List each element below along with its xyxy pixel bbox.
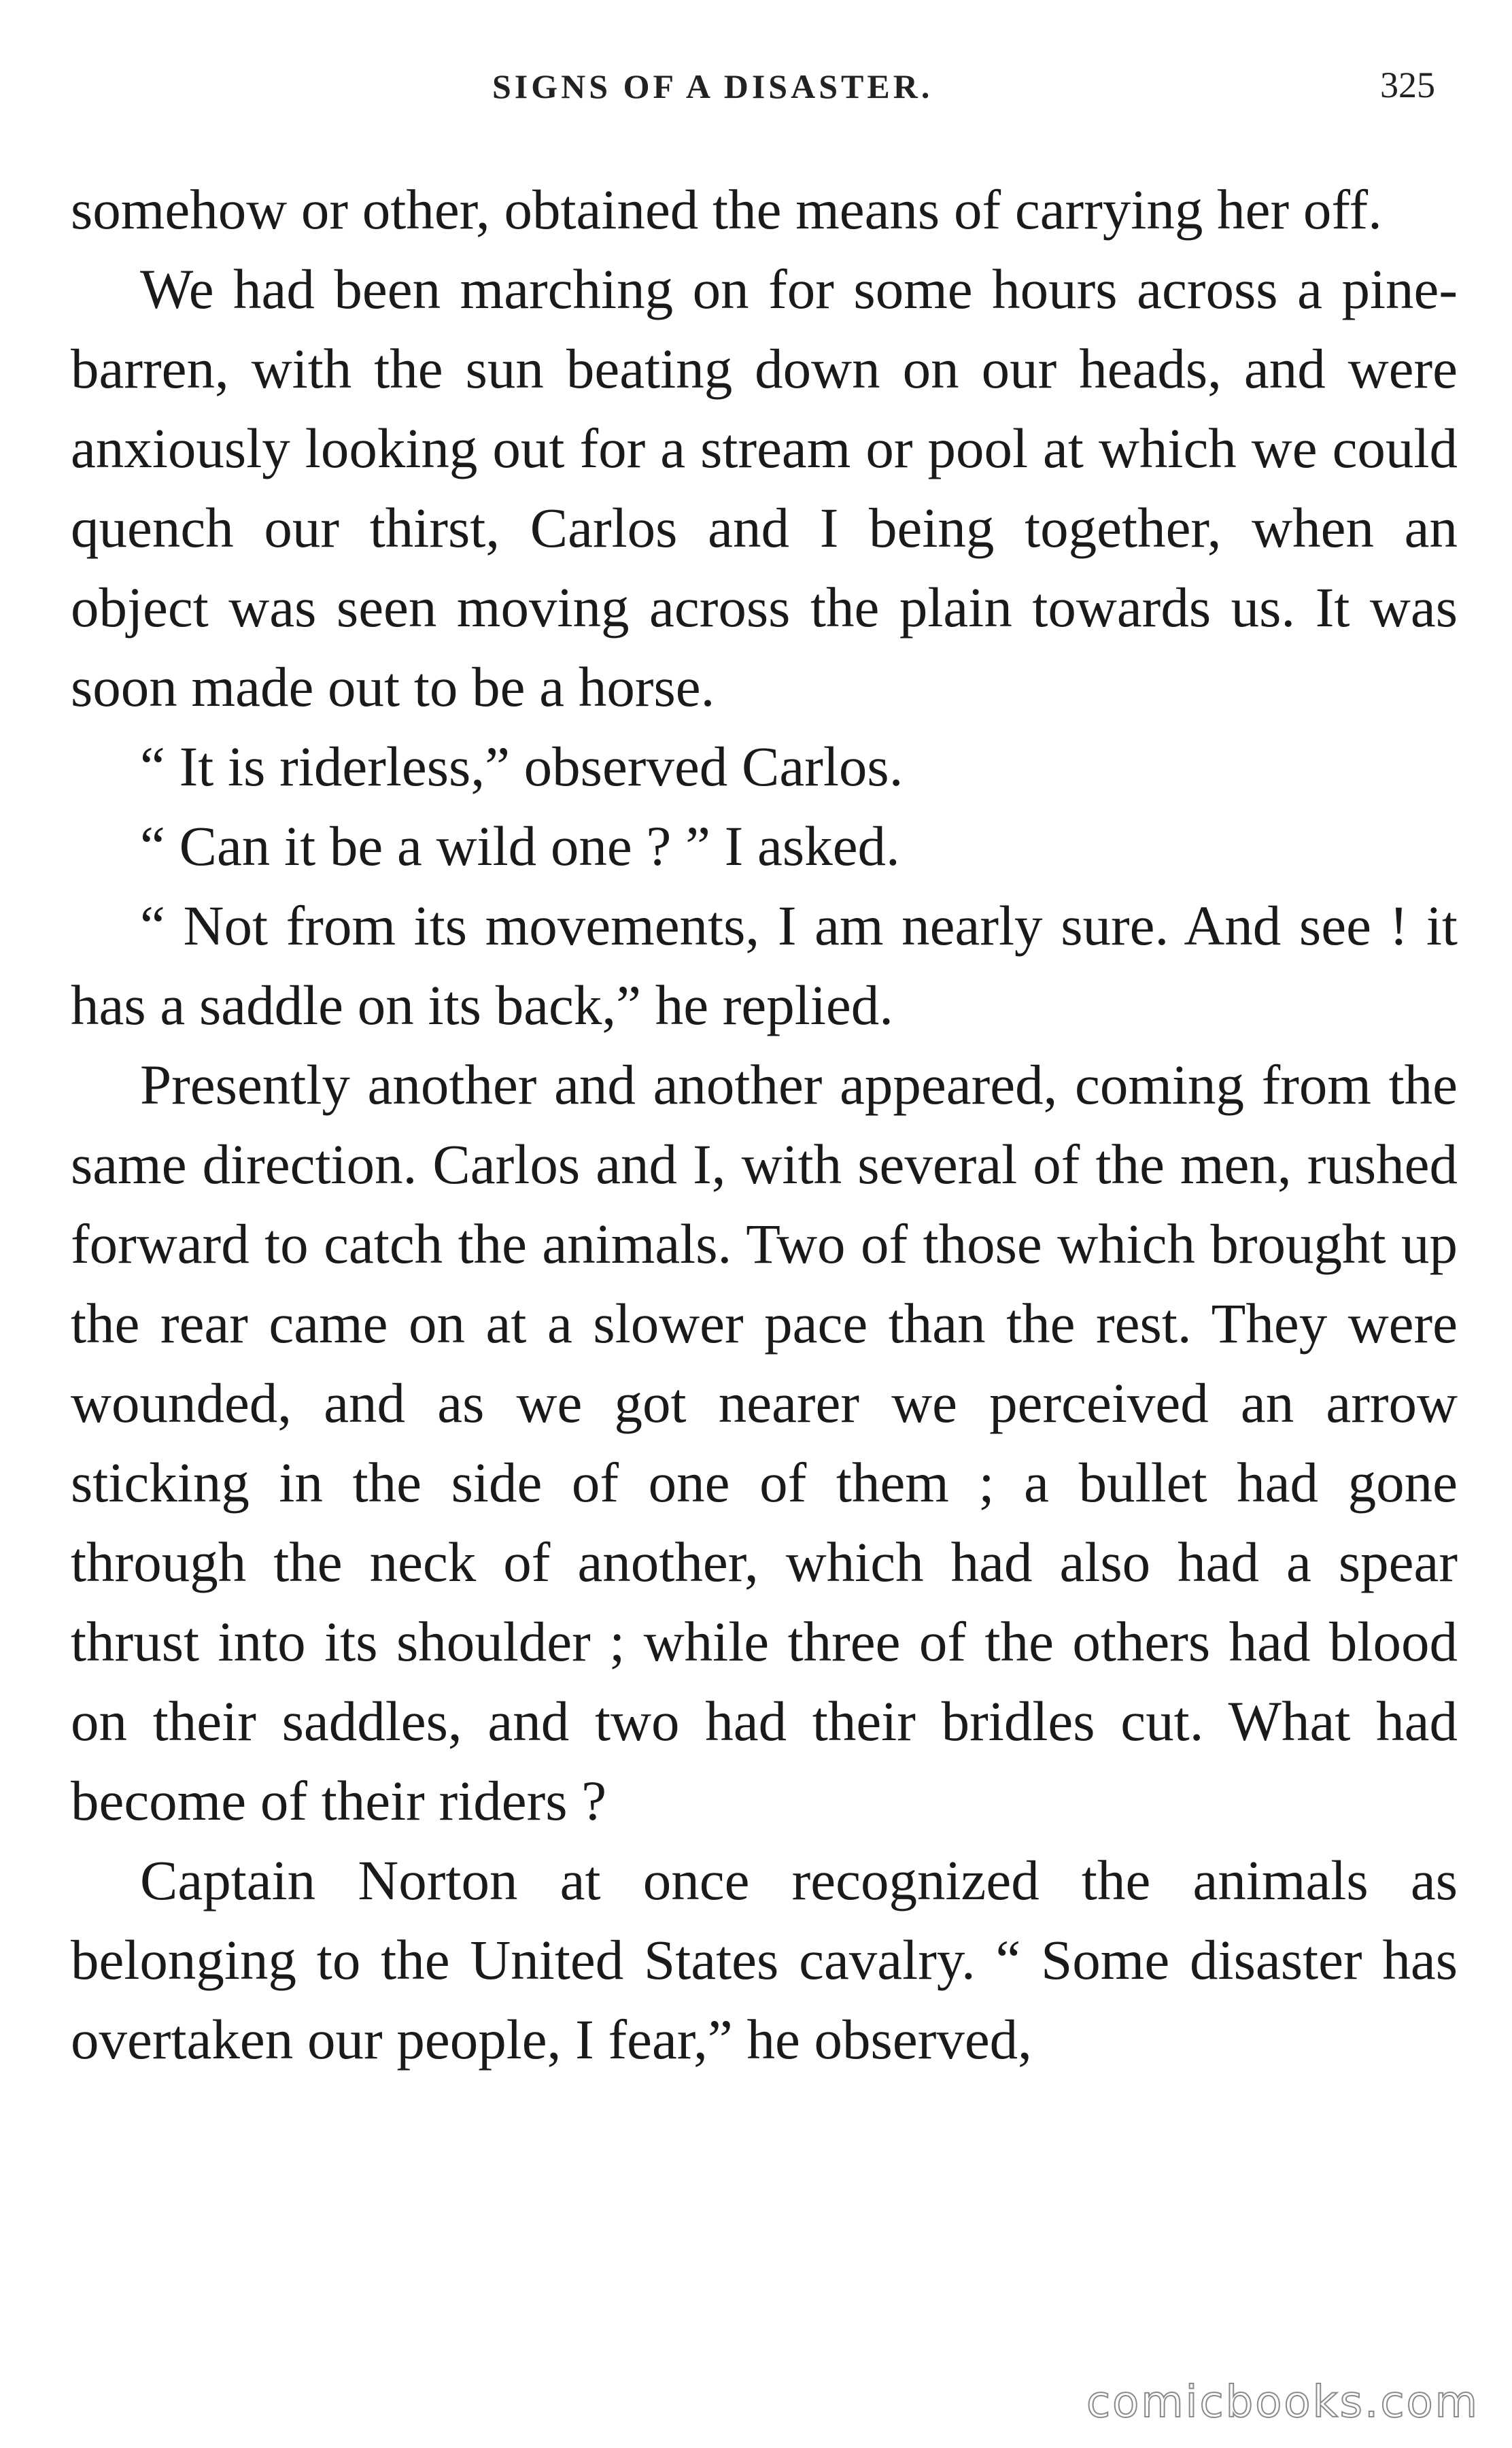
paragraph: Captain Norton at once recognized the animals as belonging to the United States cavalry. “ Some disaster has overtaken our people, I fear,” he observed, — [71, 1849, 1458, 2071]
page-number: 325 — [1380, 65, 1435, 105]
body-text — [71, 170, 1458, 2079]
paragraph-dialogue: “ It is riderless,” observed Carlos. — [140, 735, 904, 798]
paragraph-dialogue: “ Not from its movements, I am nearly sure. And see ! it has a saddle on its back,” he replied. — [71, 894, 1458, 1036]
running-title: SIGNS OF A DISASTER. — [492, 67, 933, 105]
paragraph-dialogue: “ Can it be a wild one ? ” I asked. — [140, 815, 900, 877]
paragraph: We had been marching on for some hours across a pine-barren, with the sun beating down on our heads, and were anxiously looking out for a stream or pool at which we could quench our thirst, Carlos and I being together, when an object was seen moving across the plain towards us. It was soon made out to be a horse. — [71, 258, 1458, 718]
paragraph-continuation: somehow or other, obtained the means of carrying her off. — [71, 178, 1382, 241]
running-head — [0, 61, 1512, 116]
watermark-logo: comicbooks.com — [1086, 2377, 1479, 2428]
paragraph: Presently another and another appeared, coming from the same direction. Carlos and I, with several of the men, rushed forward to catch the animals. Two of those which brought up the rear came on at a slower pace than the rest. They were wounded, and as we got nearer we perceived an arrow sticking in the side of one of them ; a bullet had gone through the neck of another, which had also had a spear thrust into its shoulder ; while three of the others had blood on their saddles, and two had their bridles cut. What had become of their riders ? — [71, 1053, 1458, 1832]
